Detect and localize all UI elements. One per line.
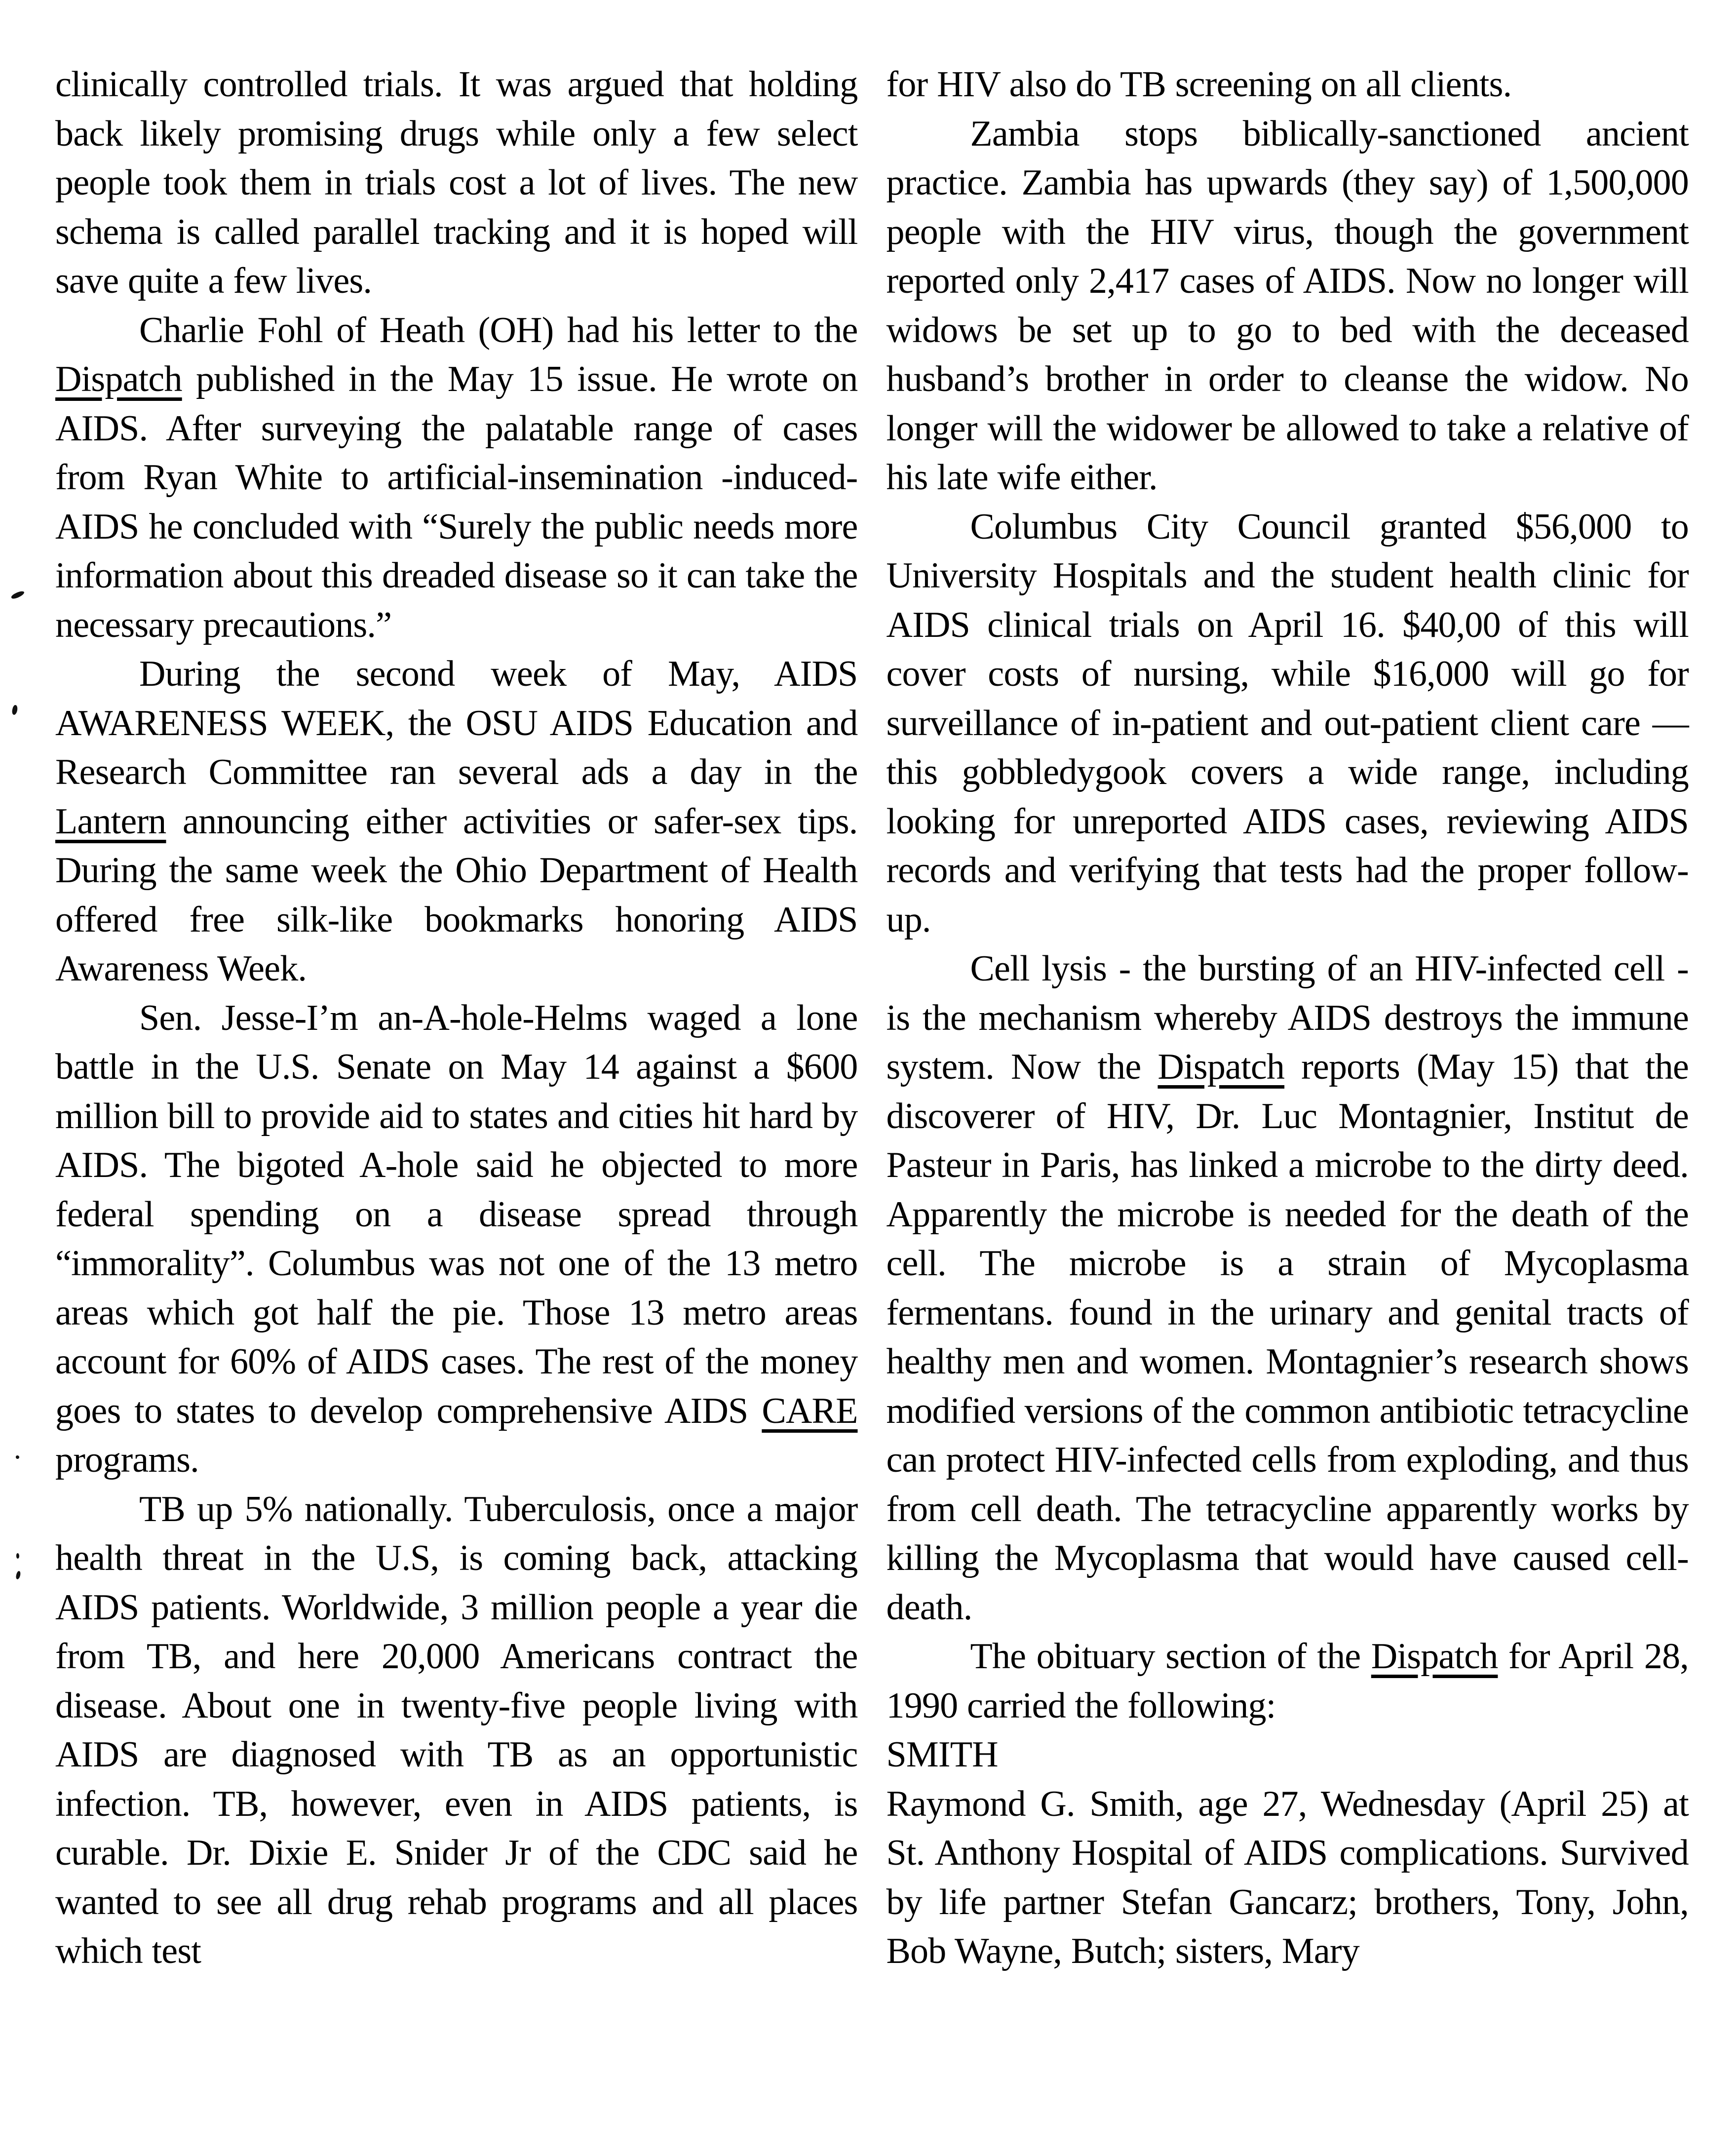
- paragraph: [887, 60, 1689, 110]
- text-run: published in the May 15 issue. He wrote on AIDS. After surveying the palatable range of cases from Ryan White to artificial-insemination -induced-AIDS he concluded with “Surely the public needs more information about this dreaded disease so it can take the necessary precautions.”: [55, 359, 858, 645]
- underlined-publication-name: Lantern: [55, 801, 166, 842]
- paragraph: [55, 994, 858, 1485]
- paragraph: [887, 110, 1689, 503]
- two-column-text-block: [55, 60, 1689, 1976]
- paragraph: [55, 306, 858, 650]
- underlined-publication-name: Dispatch: [1371, 1636, 1498, 1677]
- text-run: Charlie Fohl of Heath (OH) had his letter to the: [139, 310, 858, 351]
- scan-speck: [16, 1455, 19, 1459]
- scan-speck: [16, 1553, 19, 1559]
- text-column-right: [887, 60, 1689, 1976]
- paragraph: [887, 1780, 1689, 1976]
- text-column-left: [55, 60, 858, 1976]
- paragraph: [55, 1485, 858, 1976]
- underlined-publication-name: CARE: [762, 1390, 858, 1431]
- text-run: The obituary section of the: [970, 1636, 1371, 1677]
- underlined-publication-name: Dispatch: [55, 359, 182, 399]
- scan-speck: [15, 1570, 21, 1579]
- text-run: Sen. Jesse-I’m an-A-hole-Helms waged a lone battle in the U.S. Senate on May 14 against a $600 million bill to provide aid to states and cities hit hard by AIDS. The bigoted A-hole said he objected to more federal spending on a disease spread through “immorality”. Columbus was not one of the 13 metro areas which got half the pie. Those 13 metro areas account for 60% of AIDS cases. The rest of the money goes to states to develop comprehensive AIDS: [55, 997, 858, 1431]
- text-run: announcing either activities or safer-sex tips. During the same week the Ohio Department of Health offered free silk-like bookmarks honoring AIDS Awareness Week.: [55, 801, 858, 989]
- scan-speck: [11, 705, 18, 715]
- text-run: for HIV also do TB screening on all clients.: [886, 64, 1512, 105]
- paragraph: [887, 944, 1689, 1632]
- text-run: programs.: [55, 1440, 199, 1480]
- paragraph: [887, 503, 1689, 945]
- scan-speck: [10, 590, 25, 600]
- paragraph: [887, 1730, 1689, 1780]
- text-run: reports (May 15) that the discoverer of HIV, Dr. Luc Montagnier, Institut de Pasteur in Paris, has linked a microbe to the dirty deed. Apparently the microbe is needed for the death of the cell. The microbe is a strain of Mycoplasma fermentans. found in the urinary and genital tracts of healthy men and women. Montagnier’s research shows modified versions of the common antibiotic tetracycline can protect HIV-infected cells from exploding, and thus from cell death. The tetracycline apparently works by killing the Mycoplasma that would have caused cell-death.: [886, 1047, 1689, 1628]
- text-run: for April 28, 1990 carried the following:: [886, 1636, 1689, 1726]
- paragraph: [887, 1632, 1689, 1730]
- text-run: During the second week of May, AIDS AWARENESS WEEK, the OSU AIDS Education and Research Committee ran several ads a day in the: [55, 654, 858, 792]
- text-run: clinically controlled trials. It was argued that holding back likely promising drugs while only a few select people took them in trials cost a lot of lives. The new schema is called parallel tracking and it is hoped will save quite a few lives.: [55, 64, 858, 301]
- text-run: TB up 5% nationally. Tuberculosis, once a major health threat in the U.S, is coming back, attacking AIDS patients. Worldwide, 3 million people a year die from TB, and here 20,000 Americans contract the disease. About one in twenty-five people living with AIDS are diagnosed with TB as an opportunistic infection. TB, however, even in AIDS patients, is curable. Dr. Dixie E. Snider Jr of the CDC said he wanted to see all drug rehab programs and all places which test: [55, 1489, 858, 1971]
- text-run: SMITH: [886, 1734, 998, 1775]
- paragraph: [55, 60, 858, 306]
- paragraph: [55, 650, 858, 994]
- text-run: Zambia stops biblically-sanctioned ancient practice. Zambia has upwards (they say) of 1,500,000 people with the HIV virus, though the government reported only 2,417 cases of AIDS. Now no longer will widows be set up to go to bed with the deceased husband’s brother in order to cleanse the widow. No longer will the widower be allowed to take a relative of his late wife either.: [886, 113, 1689, 498]
- text-run: Cell lysis - the bursting of an HIV-infected cell - is the mechanism whereby AIDS destroys the immune system. Now the: [886, 948, 1689, 1087]
- text-run: Raymond G. Smith, age 27, Wednesday (April 25) at St. Anthony Hospital of AIDS complications. Survived by life partner Stefan Gancarz; brothers, Tony, John, Bob Wayne, Butch; sisters, Mary: [886, 1783, 1689, 1971]
- text-run: Columbus City Council granted $56,000 to University Hospitals and the student health clinic for AIDS clinical trials on April 16. $40,00 of this will cover costs of nursing, while $16,000 will go for surveillance of in-patient and out-patient client care —this gobbledygook covers a wide range, including looking for unreported AIDS cases, reviewing AIDS records and verifying that tests had the proper follow-up.: [886, 506, 1689, 940]
- underlined-publication-name: Dispatch: [1157, 1047, 1285, 1087]
